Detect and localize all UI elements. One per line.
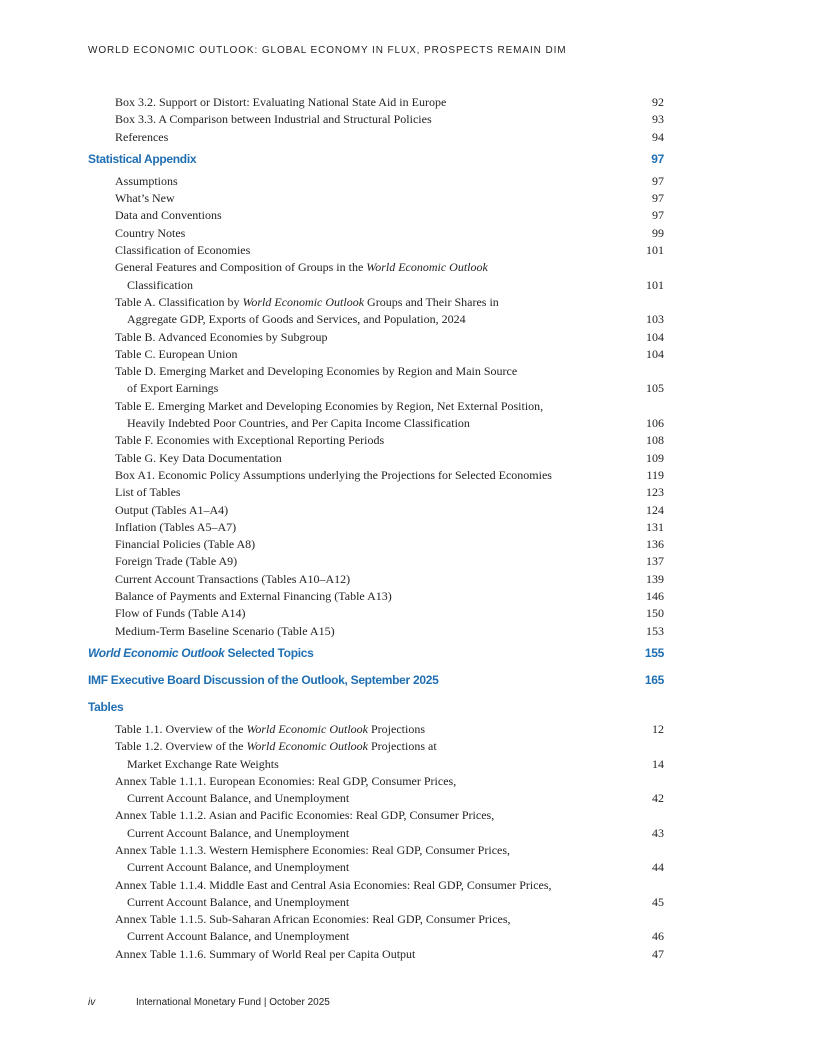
toc-page-number: 47 [652,946,664,961]
toc-page-number: 119 [646,467,664,482]
toc-entry[interactable] [88,111,664,128]
section-heading-tables [88,699,664,716]
toc-page-number: 46 [652,929,664,944]
toc-entry-title: References [115,129,169,144]
toc-entry[interactable] [88,259,664,294]
toc-page-number: 153 [646,623,664,638]
toc-page-number: 94 [652,129,664,144]
toc-page-number: 104 [646,346,664,361]
toc-entry-title: Current Account Transactions (Tables A10–A12) [115,571,351,586]
toc-entry-title: Country Notes [115,225,186,240]
toc-entry[interactable] [88,190,664,207]
toc-page-number: 139 [646,571,664,586]
toc-entry[interactable] [88,346,664,363]
toc-entry[interactable] [88,877,664,912]
toc-entry[interactable] [88,773,664,808]
toc-page-number: 45 [652,894,664,909]
toc-entry[interactable] [88,623,664,640]
toc-entry-title [115,294,614,311]
section-page-number: 155 [644,645,664,660]
toc-entry-title: Flow of Funds (Table A14) [115,606,246,621]
toc-page-number: 97 [652,191,664,206]
toc-entry-title: Annex Table 1.1.2. Asian and Pacific Economies: Real GDP, Consumer Prices, [115,808,495,823]
section-heading-executive-board[interactable] [88,672,664,689]
toc-entry[interactable] [88,519,664,536]
title-text: Projections [368,721,425,736]
toc-page-number: 137 [646,554,664,569]
toc-entry-title: Balance of Payments and External Financing (Table A13) [115,589,392,604]
page-footer [88,997,330,1008]
toc-page-number: 136 [646,537,664,552]
running-header: WORLD ECONOMIC OUTLOOK: GLOBAL ECONOMY IN FLUX, PROSPECTS REMAIN DIM [88,45,567,56]
toc-entry[interactable] [88,363,664,398]
toc-entry[interactable] [88,588,664,605]
toc-entry-continuation: Current Account Balance, and Unemployment [127,894,350,909]
toc-entry-title: Financial Policies (Table A8) [115,537,256,552]
toc-entry-title: Annex Table 1.1.4. Middle East and Central Asia Economies: Real GDP, Consumer Prices, [115,877,552,892]
toc-page-number: 103 [646,312,664,327]
toc-entry[interactable] [88,173,664,190]
toc-entry[interactable] [88,207,664,224]
toc-entry[interactable] [88,242,664,259]
toc-entry[interactable] [88,94,664,111]
toc-page-number: 99 [652,225,664,240]
toc-entry[interactable] [88,946,664,963]
toc-entry[interactable] [88,129,664,146]
toc-entry-continuation: Current Account Balance, and Unemployment [127,825,350,840]
toc-entry-title: Medium-Term Baseline Scenario (Table A15) [115,623,335,638]
toc-entry-title: Annex Table 1.1.3. Western Hemisphere Economies: Real GDP, Consumer Prices, [115,842,511,857]
toc-entry-continuation: Aggregate GDP, Exports of Goods and Services, and Population, 2024 [127,312,466,327]
toc-entry-title: Data and Conventions [115,208,222,223]
toc-page-number: 146 [646,589,664,604]
toc-page-number: 42 [652,791,664,806]
toc-page-number: 101 [646,243,664,258]
section-title: IMF Executive Board Discussion of the Outlook, September 2025 [88,672,439,687]
toc-page-number: 104 [646,329,664,344]
toc-entry[interactable] [88,721,664,738]
title-italic: World Economic Outlook [246,739,368,754]
section-heading-selected-topics[interactable] [88,645,664,662]
toc-entry[interactable] [88,571,664,588]
toc-entry-title: Table G. Key Data Documentation [115,450,282,465]
toc-page-number: 12 [652,721,664,736]
toc-page-number: 123 [646,485,664,500]
toc-page-number: 92 [652,95,664,109]
toc-entry-continuation: Heavily Indebted Poor Countries, and Per Capita Income Classification [127,416,470,431]
toc-entry[interactable] [88,842,664,877]
toc-page-number: 44 [652,860,664,875]
toc-entry-title: Output (Tables A1–A4) [115,502,229,517]
toc-entry[interactable] [88,536,664,553]
toc-entry[interactable] [88,467,664,484]
toc-page-number: 105 [646,381,664,396]
section-page-number: 97 [651,151,664,166]
title-text: Table A. Classification by [115,294,243,309]
toc-entry[interactable] [88,432,664,449]
title-text: Groups and Their Shares in [364,294,499,309]
toc-entry-title [115,259,614,276]
section-heading-statistical-appendix[interactable] [88,151,664,168]
toc-page-number: 109 [646,450,664,465]
toc-page-number: 43 [652,825,664,840]
toc-page-number: 124 [646,502,664,517]
toc-entry[interactable] [88,225,664,242]
toc-page-number: 14 [652,756,664,771]
toc-entry-title: Foreign Trade (Table A9) [115,554,238,569]
toc-page-number: 97 [652,208,664,223]
section-title: Statistical Appendix [88,151,197,166]
title-text: General Features and Composition of Groups in the [115,260,367,275]
toc-page-number: 93 [652,112,664,127]
toc-page-number: 108 [646,433,664,448]
title-italic: World Economic Outlook [242,294,365,309]
toc-entry-title: Box 3.2. Support or Distort: Evaluating National State Aid in Europe [115,95,447,109]
toc-entry-continuation: of Export Earnings [127,381,219,396]
toc-entry-title: Annex Table 1.1.6. Summary of World Real per Capita Output [115,946,416,961]
toc-entry-continuation: Classification [127,277,193,292]
toc-entry-title: What’s New [115,191,175,206]
toc-entry[interactable] [88,738,664,773]
section-title-italic: World Economic Outlook [88,645,225,660]
toc-entry[interactable] [88,807,664,842]
toc-entry-title: Classification of Economies [115,243,251,258]
toc-entry[interactable] [88,502,664,519]
toc-page-number: 150 [646,606,664,621]
toc-entry-title: Annex Table 1.1.5. Sub-Saharan African Economies: Real GDP, Consumer Prices, [115,912,511,927]
toc-entry[interactable] [88,294,664,329]
footer-text: International Monetary Fund | October 2025 [136,997,330,1008]
title-text: Projections at [368,739,437,754]
toc-entry[interactable] [88,329,664,346]
toc-entry[interactable] [88,484,664,501]
toc-entry-title [115,722,425,736]
folio: iv [88,997,96,1008]
toc-entry-continuation: Current Account Balance, and Unemployment [127,929,350,944]
section-page-number: 165 [644,672,664,687]
toc-entry-continuation: Current Account Balance, and Unemployment [127,860,350,875]
toc-entry-title: Table B. Advanced Economies by Subgroup [115,329,328,344]
toc-entry-title: Box A1. Economic Policy Assumptions underlying the Projections for Selected Economies [115,467,552,482]
title-italic: World Economic Outlook [366,260,488,275]
toc-entry-title [115,738,614,755]
table-of-contents [88,94,664,963]
title-text: Table 1.1. Overview of the [115,721,247,736]
toc-entry-title: Box 3.3. A Comparison between Industrial and Structural Policies [115,112,432,127]
toc-entry-title: Table E. Emerging Market and Developing Economies by Region, Net External Position, [115,398,544,413]
toc-entry[interactable] [88,398,664,433]
toc-entry-continuation: Market Exchange Rate Weights [127,756,279,771]
toc-entry-title: Inflation (Tables A5–A7) [115,519,237,534]
toc-entry-title: Table D. Emerging Market and Developing Economies by Region and Main Source [115,364,518,379]
title-italic: World Economic Outlook [246,721,368,736]
section-title: Tables [88,699,124,714]
toc-entry[interactable] [88,911,664,946]
toc-entry-title: Assumptions [115,173,178,188]
toc-entry[interactable] [88,605,664,622]
toc-entry-title: List of Tables [115,485,181,500]
toc-entry-continuation: Current Account Balance, and Unemployment [127,791,350,806]
section-title: Selected Topics [224,645,314,660]
title-text: Table 1.2. Overview of the [115,739,247,754]
toc-entry-title: Annex Table 1.1.1. European Economies: Real GDP, Consumer Prices, [115,773,457,788]
toc-page-number: 131 [646,519,664,534]
toc-entry-title: Table F. Economies with Exceptional Reporting Periods [115,433,385,448]
toc-entry[interactable] [88,553,664,570]
toc-page-number: 97 [652,173,664,188]
toc-entry-title: Table C. European Union [115,346,238,361]
toc-page-number: 106 [646,416,664,431]
toc-entry[interactable] [88,450,664,467]
toc-page-number: 101 [646,277,664,292]
